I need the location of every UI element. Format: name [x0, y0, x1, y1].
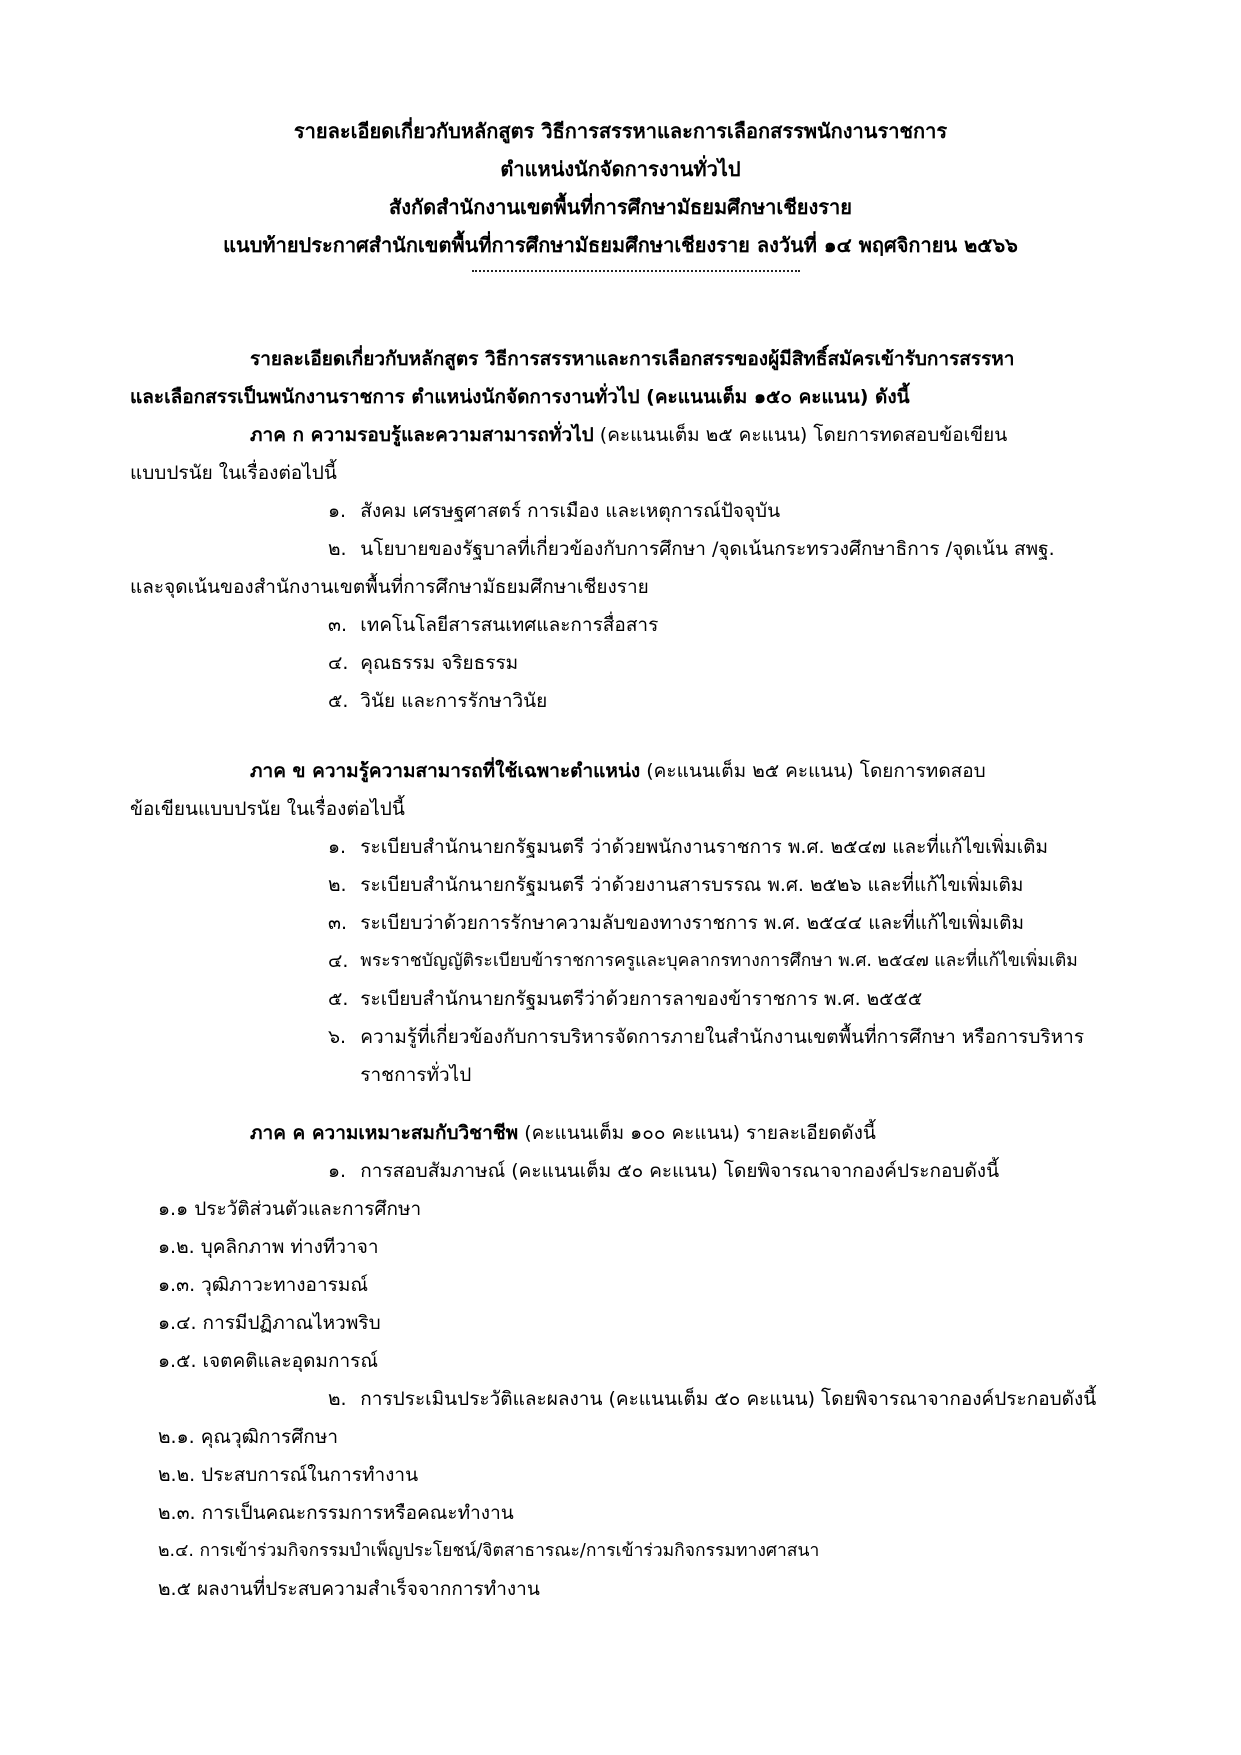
section-c-title: ภาค ค ความเหมาะสมกับวิชาชีพ	[250, 1122, 519, 1144]
section-b-desc-cont: ข้อเขียนแบบปรนัย ในเรื่องต่อไปนี้	[130, 798, 405, 820]
section-a-desc: (คะแนนเต็ม ๒๕ คะแนน) โดยการทดสอบข้อเขียน	[593, 424, 1008, 446]
section-b-heading	[130, 752, 1140, 790]
item-number: ๓.	[328, 912, 348, 934]
sub-item: ๒.๔. การเข้าร่วมกิจกรรมบำเพ็ญประโยชน์/จิตสาธารณะ/การเข้าร่วมกิจกรรมทางศาสนา	[158, 1541, 820, 1561]
section-a-desc-cont: แบบปรนัย ในเรื่องต่อไปนี้	[130, 462, 337, 484]
item-text: ระเบียบสำนักนายกรัฐมนตรี ว่าด้วยพนักงานราชการ พ.ศ. ๒๕๔๗ และที่แก้ไขเพิ่มเติม	[360, 836, 1049, 858]
sub-item: ๑.๕. เจตคติและอุดมการณ์	[158, 1350, 378, 1372]
group-number: ๒.	[328, 1388, 347, 1410]
item-number: ๓.	[328, 614, 348, 636]
item-text: สังคม เศรษฐศาสตร์ การเมือง และเหตุการณ์ปัจจุบัน	[360, 500, 781, 522]
item-text-cont: และจุดเน้นของสำนักงานเขตพื้นที่การศึกษามัธยมศึกษาเชียงราย	[130, 576, 649, 598]
intro-line-1: รายละเอียดเกี่ยวกับหลักสูตร วิธีการสรรหาและการเลือกสรรของผู้มีสิทธิ์สมัครเข้ารับการสรรหา	[250, 348, 1015, 370]
sub-item: ๒.๕ ผลงานที่ประสบความสำเร็จจากการทำงาน	[158, 1578, 540, 1600]
list-item	[130, 904, 1140, 942]
group-1-list	[130, 1190, 1140, 1380]
item-text: เทคโนโลยีสารสนเทศและการสื่อสาร	[360, 614, 659, 636]
list-item	[130, 866, 1140, 904]
dotted-divider	[472, 270, 800, 272]
item-number: ๖.	[328, 1026, 347, 1048]
section-b	[130, 752, 1140, 1094]
section-b-title: ภาค ข ความรู้ความสามารถที่ใช้เฉพาะตำแหน่ง	[250, 760, 641, 782]
item-number: ๕.	[328, 988, 349, 1010]
section-b-desc: (คะแนนเต็ม ๒๕ คะแนน) โดยการทดสอบ	[640, 760, 986, 782]
sub-item: ๒.๒. ประสบการณ์ในการทำงาน	[158, 1464, 419, 1486]
group-text: การสอบสัมภาษณ์ (คะแนนเต็ม ๕๐ คะแนน) โดยพิจารณาจากองค์ประกอบดังนี้	[360, 1160, 1000, 1182]
list-item	[130, 682, 1140, 720]
section-a-list	[130, 492, 1140, 720]
list-item	[130, 980, 1140, 1018]
group-number: ๑.	[328, 1160, 347, 1182]
header-line-2: ตำแหน่งนักจัดการงานทั่วไป	[500, 157, 741, 181]
item-text: ระเบียบสำนักนายกรัฐมนตรีว่าด้วยการลาของข้าราชการ พ.ศ. ๒๕๕๕	[360, 988, 923, 1010]
item-number: ๑.	[328, 836, 347, 858]
sub-item: ๑.๔. การมีปฏิภาณไหวพริบ	[158, 1312, 381, 1334]
item-number: ๔.	[328, 950, 349, 972]
sub-item: ๑.๑ ประวัติส่วนตัวและการศึกษา	[158, 1198, 422, 1220]
item-number: ๒.	[328, 874, 347, 896]
section-a-title: ภาค ก ความรอบรู้และความสามารถทั่วไป	[250, 424, 594, 446]
list-item	[130, 606, 1140, 644]
item-text: คุณธรรม จริยธรรม	[360, 652, 519, 674]
section-b-list	[130, 828, 1140, 1094]
item-number: ๑.	[328, 500, 347, 522]
section-c-desc: (คะแนนเต็ม ๑๐๐ คะแนน) รายละเอียดดังนี้	[518, 1122, 876, 1144]
section-c-heading	[130, 1114, 1140, 1152]
list-item	[130, 828, 1140, 866]
group-item	[130, 1380, 1140, 1418]
group-2-list	[130, 1418, 1140, 1608]
item-number: ๒.	[328, 538, 347, 560]
item-text: พระราชบัญญัติระเบียบข้าราชการครูและบุคลากรทางการศึกษา พ.ศ. ๒๕๔๗ และที่แก้ไขเพิ่มเติม	[360, 951, 1078, 971]
group-item	[130, 1152, 1140, 1190]
section-c	[130, 1114, 1140, 1608]
list-item	[130, 644, 1140, 682]
intro-line-2: และเลือกสรรเป็นพนักงานราชการ ตำแหน่งนักจัดการงานทั่วไป (คะแนนเต็ม ๑๕๐ คะแนน) ดังนี้	[130, 386, 910, 408]
item-text: ระเบียบว่าด้วยการรักษาความลับของทางราชการ พ.ศ. ๒๕๔๔ และที่แก้ไขเพิ่มเติม	[360, 912, 1025, 934]
list-item-cont	[130, 1056, 1140, 1094]
section-a-heading	[130, 416, 1140, 454]
group-text: การประเมินประวัติและผลงาน (คะแนนเต็ม ๕๐ คะแนน) โดยพิจารณาจากองค์ประกอบดังนี้	[360, 1388, 1097, 1410]
item-text: ความรู้ที่เกี่ยวข้องกับการบริหารจัดการภายในสำนักงานเขตพื้นที่การศึกษา หรือการบริหาร	[360, 1026, 1085, 1048]
item-text-cont: ราชการทั่วไป	[360, 1064, 472, 1086]
item-number: ๕.	[328, 690, 349, 712]
sub-item: ๒.๑. คุณวุฒิการศึกษา	[158, 1426, 339, 1448]
list-item	[130, 530, 1140, 568]
list-item	[130, 492, 1140, 530]
document-header	[0, 112, 1241, 264]
list-item	[130, 942, 1140, 980]
sub-item: ๑.๒. บุคลิกภาพ ท่างทีวาจา	[158, 1236, 379, 1258]
list-item	[130, 1018, 1140, 1056]
item-text: วินัย และการรักษาวินัย	[360, 690, 548, 712]
header-line-3: สังกัดสำนักงานเขตพื้นที่การศึกษามัธยมศึกษาเชียงราย	[389, 195, 852, 219]
header-line-4: แนบท้ายประกาศสำนักเขตพื้นที่การศึกษามัธยมศึกษาเชียงราย ลงวันที่ ๑๔ พฤศจิกายน ๒๕๖๖	[223, 233, 1018, 257]
sub-item: ๒.๓. การเป็นคณะกรรมการหรือคณะทำงาน	[158, 1502, 514, 1524]
item-text: นโยบายของรัฐบาลที่เกี่ยวข้องกับการศึกษา /จุดเน้นกระทรวงศึกษาธิการ /จุดเน้น สพฐ.	[360, 538, 1055, 560]
item-text: ระเบียบสำนักนายกรัฐมนตรี ว่าด้วยงานสารบรรณ พ.ศ. ๒๕๒๖ และที่แก้ไขเพิ่มเติม	[360, 874, 1024, 896]
header-line-1: รายละเอียดเกี่ยวกับหลักสูตร วิธีการสรรหาและการเลือกสรรพนักงานราชการ	[293, 119, 948, 143]
intro-paragraph	[130, 340, 1140, 720]
item-number: ๔.	[328, 652, 349, 674]
sub-item: ๑.๓. วุฒิภาวะทางอารมณ์	[158, 1274, 368, 1296]
